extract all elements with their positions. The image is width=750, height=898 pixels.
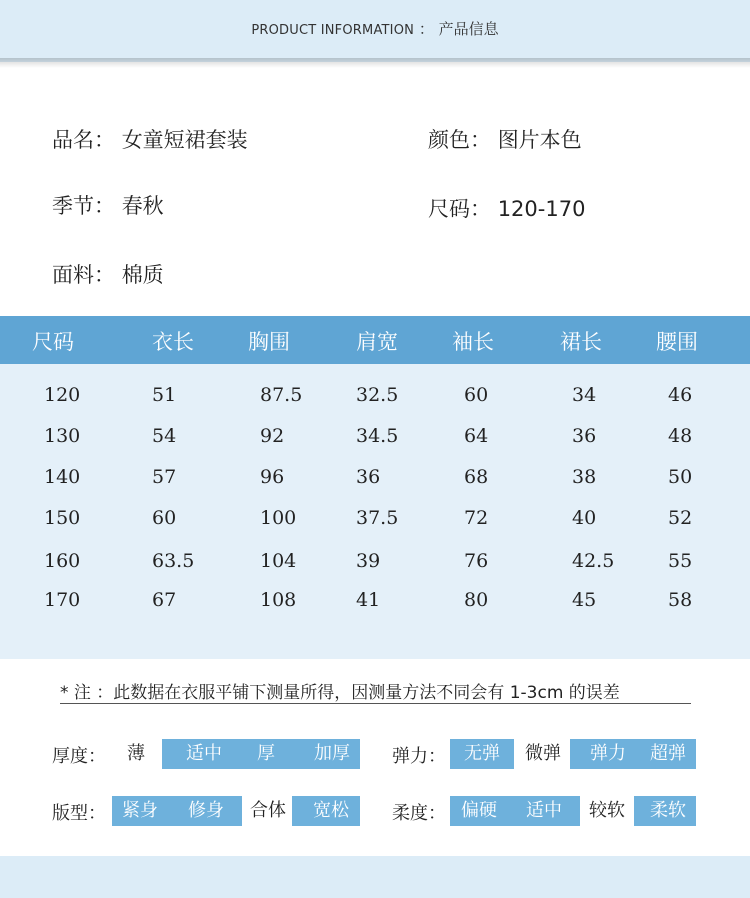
softness-option-soft: 较软 xyxy=(589,800,625,821)
table-cell: 32.5 xyxy=(356,384,399,406)
softness-label: 柔度： xyxy=(392,803,446,824)
table-cell: 100 xyxy=(260,507,297,529)
table-cell: 60 xyxy=(152,507,177,529)
table-cell: 46 xyxy=(668,384,693,406)
measurement-note: * 注 ：此数据在衣服平铺下测量所得，因测量方法不同会有 1-3cm 的误差 xyxy=(60,683,620,703)
table-cell: 104 xyxy=(260,550,297,572)
header-shadow xyxy=(0,58,750,68)
color-row xyxy=(428,124,582,154)
table-cell: 67 xyxy=(152,589,177,611)
season-row xyxy=(52,190,164,220)
header-band xyxy=(0,0,750,62)
color-label: 颜色： xyxy=(428,128,491,152)
table-cell: 60 xyxy=(464,384,489,406)
color-value: 图片本色 xyxy=(497,128,582,152)
table-cell: 37.5 xyxy=(356,507,399,529)
softness-option-firm: 偏硬 xyxy=(461,800,497,821)
table-cell: 120 xyxy=(44,384,81,406)
footer-band xyxy=(0,856,750,898)
size-table-header xyxy=(0,316,750,364)
size-value: 120-170 xyxy=(497,197,586,221)
table-cell: 41 xyxy=(356,589,381,611)
softness-option-medium: 适中 xyxy=(526,800,562,821)
table-cell: 54 xyxy=(152,425,177,447)
table-cell: 42.5 xyxy=(572,550,615,572)
column-header-size: 尺码 xyxy=(32,330,74,354)
elasticity-option-none: 无弹 xyxy=(464,743,500,764)
title-english: PRODUCT INFORMATION xyxy=(251,23,415,38)
elasticity-option-super: 超弹 xyxy=(650,743,686,764)
table-cell: 57 xyxy=(152,466,177,488)
title-separator: ： xyxy=(418,20,434,38)
thickness-option-thin: 薄 xyxy=(127,743,145,764)
season-label: 季节： xyxy=(52,194,115,218)
title-chinese: 产品信息 xyxy=(438,20,499,38)
table-cell: 140 xyxy=(44,466,81,488)
table-cell: 76 xyxy=(464,550,489,572)
size-label: 尺码： xyxy=(428,197,491,221)
table-cell: 96 xyxy=(260,466,285,488)
elasticity-label: 弹力： xyxy=(392,746,446,767)
fabric-row xyxy=(52,259,164,289)
table-cell: 108 xyxy=(260,589,297,611)
fit-label: 版型： xyxy=(52,803,106,824)
table-cell: 160 xyxy=(44,550,81,572)
name-row xyxy=(52,124,248,154)
size-row xyxy=(428,193,585,223)
season-value: 春秋 xyxy=(121,194,164,218)
table-cell: 36 xyxy=(356,466,381,488)
column-header-waist: 腰围 xyxy=(656,330,698,354)
size-table-body xyxy=(0,364,750,659)
fit-option-tight: 紧身 xyxy=(122,800,158,821)
table-cell: 38 xyxy=(572,466,597,488)
thickness-label: 厚度： xyxy=(52,746,106,767)
table-cell: 45 xyxy=(572,589,597,611)
table-cell: 130 xyxy=(44,425,81,447)
table-cell: 64 xyxy=(464,425,489,447)
table-cell: 150 xyxy=(44,507,81,529)
page-title xyxy=(0,18,750,39)
softness-option-very-soft: 柔软 xyxy=(650,800,686,821)
table-cell: 58 xyxy=(668,589,693,611)
column-header-skirt: 裙长 xyxy=(560,330,602,354)
elasticity-option-stretch: 弹力 xyxy=(590,743,626,764)
table-cell: 87.5 xyxy=(260,384,303,406)
fit-option-loose: 宽松 xyxy=(313,800,349,821)
table-cell: 55 xyxy=(668,550,693,572)
fit-option-regular: 合体 xyxy=(250,800,286,821)
fabric-value: 棉质 xyxy=(121,263,164,287)
thickness-option-thick: 厚 xyxy=(257,743,275,764)
table-cell: 50 xyxy=(668,466,693,488)
table-cell: 39 xyxy=(356,550,381,572)
table-cell: 92 xyxy=(260,425,285,447)
table-cell: 51 xyxy=(152,384,177,406)
elasticity-option-slight: 微弹 xyxy=(525,743,561,764)
fit-option-slim: 修身 xyxy=(188,800,224,821)
table-cell: 68 xyxy=(464,466,489,488)
table-cell: 36 xyxy=(572,425,597,447)
table-cell: 48 xyxy=(668,425,693,447)
column-header-chest: 胸围 xyxy=(248,330,290,354)
table-cell: 72 xyxy=(464,507,489,529)
name-label: 品名： xyxy=(52,128,115,152)
thickness-option-extra-thick: 加厚 xyxy=(314,743,350,764)
table-cell: 34 xyxy=(572,384,597,406)
column-header-length: 衣长 xyxy=(152,330,194,354)
name-value: 女童短裙套装 xyxy=(121,128,248,152)
table-cell: 63.5 xyxy=(152,550,195,572)
thickness-option-medium: 适中 xyxy=(186,743,222,764)
column-header-sleeve: 袖长 xyxy=(452,330,494,354)
table-cell: 40 xyxy=(572,507,597,529)
table-cell: 80 xyxy=(464,589,489,611)
table-cell: 34.5 xyxy=(356,425,399,447)
table-cell: 52 xyxy=(668,507,693,529)
column-header-shoulder: 肩宽 xyxy=(356,330,398,354)
note-underline xyxy=(60,703,691,704)
fabric-label: 面料： xyxy=(52,263,115,287)
table-cell: 170 xyxy=(44,589,81,611)
